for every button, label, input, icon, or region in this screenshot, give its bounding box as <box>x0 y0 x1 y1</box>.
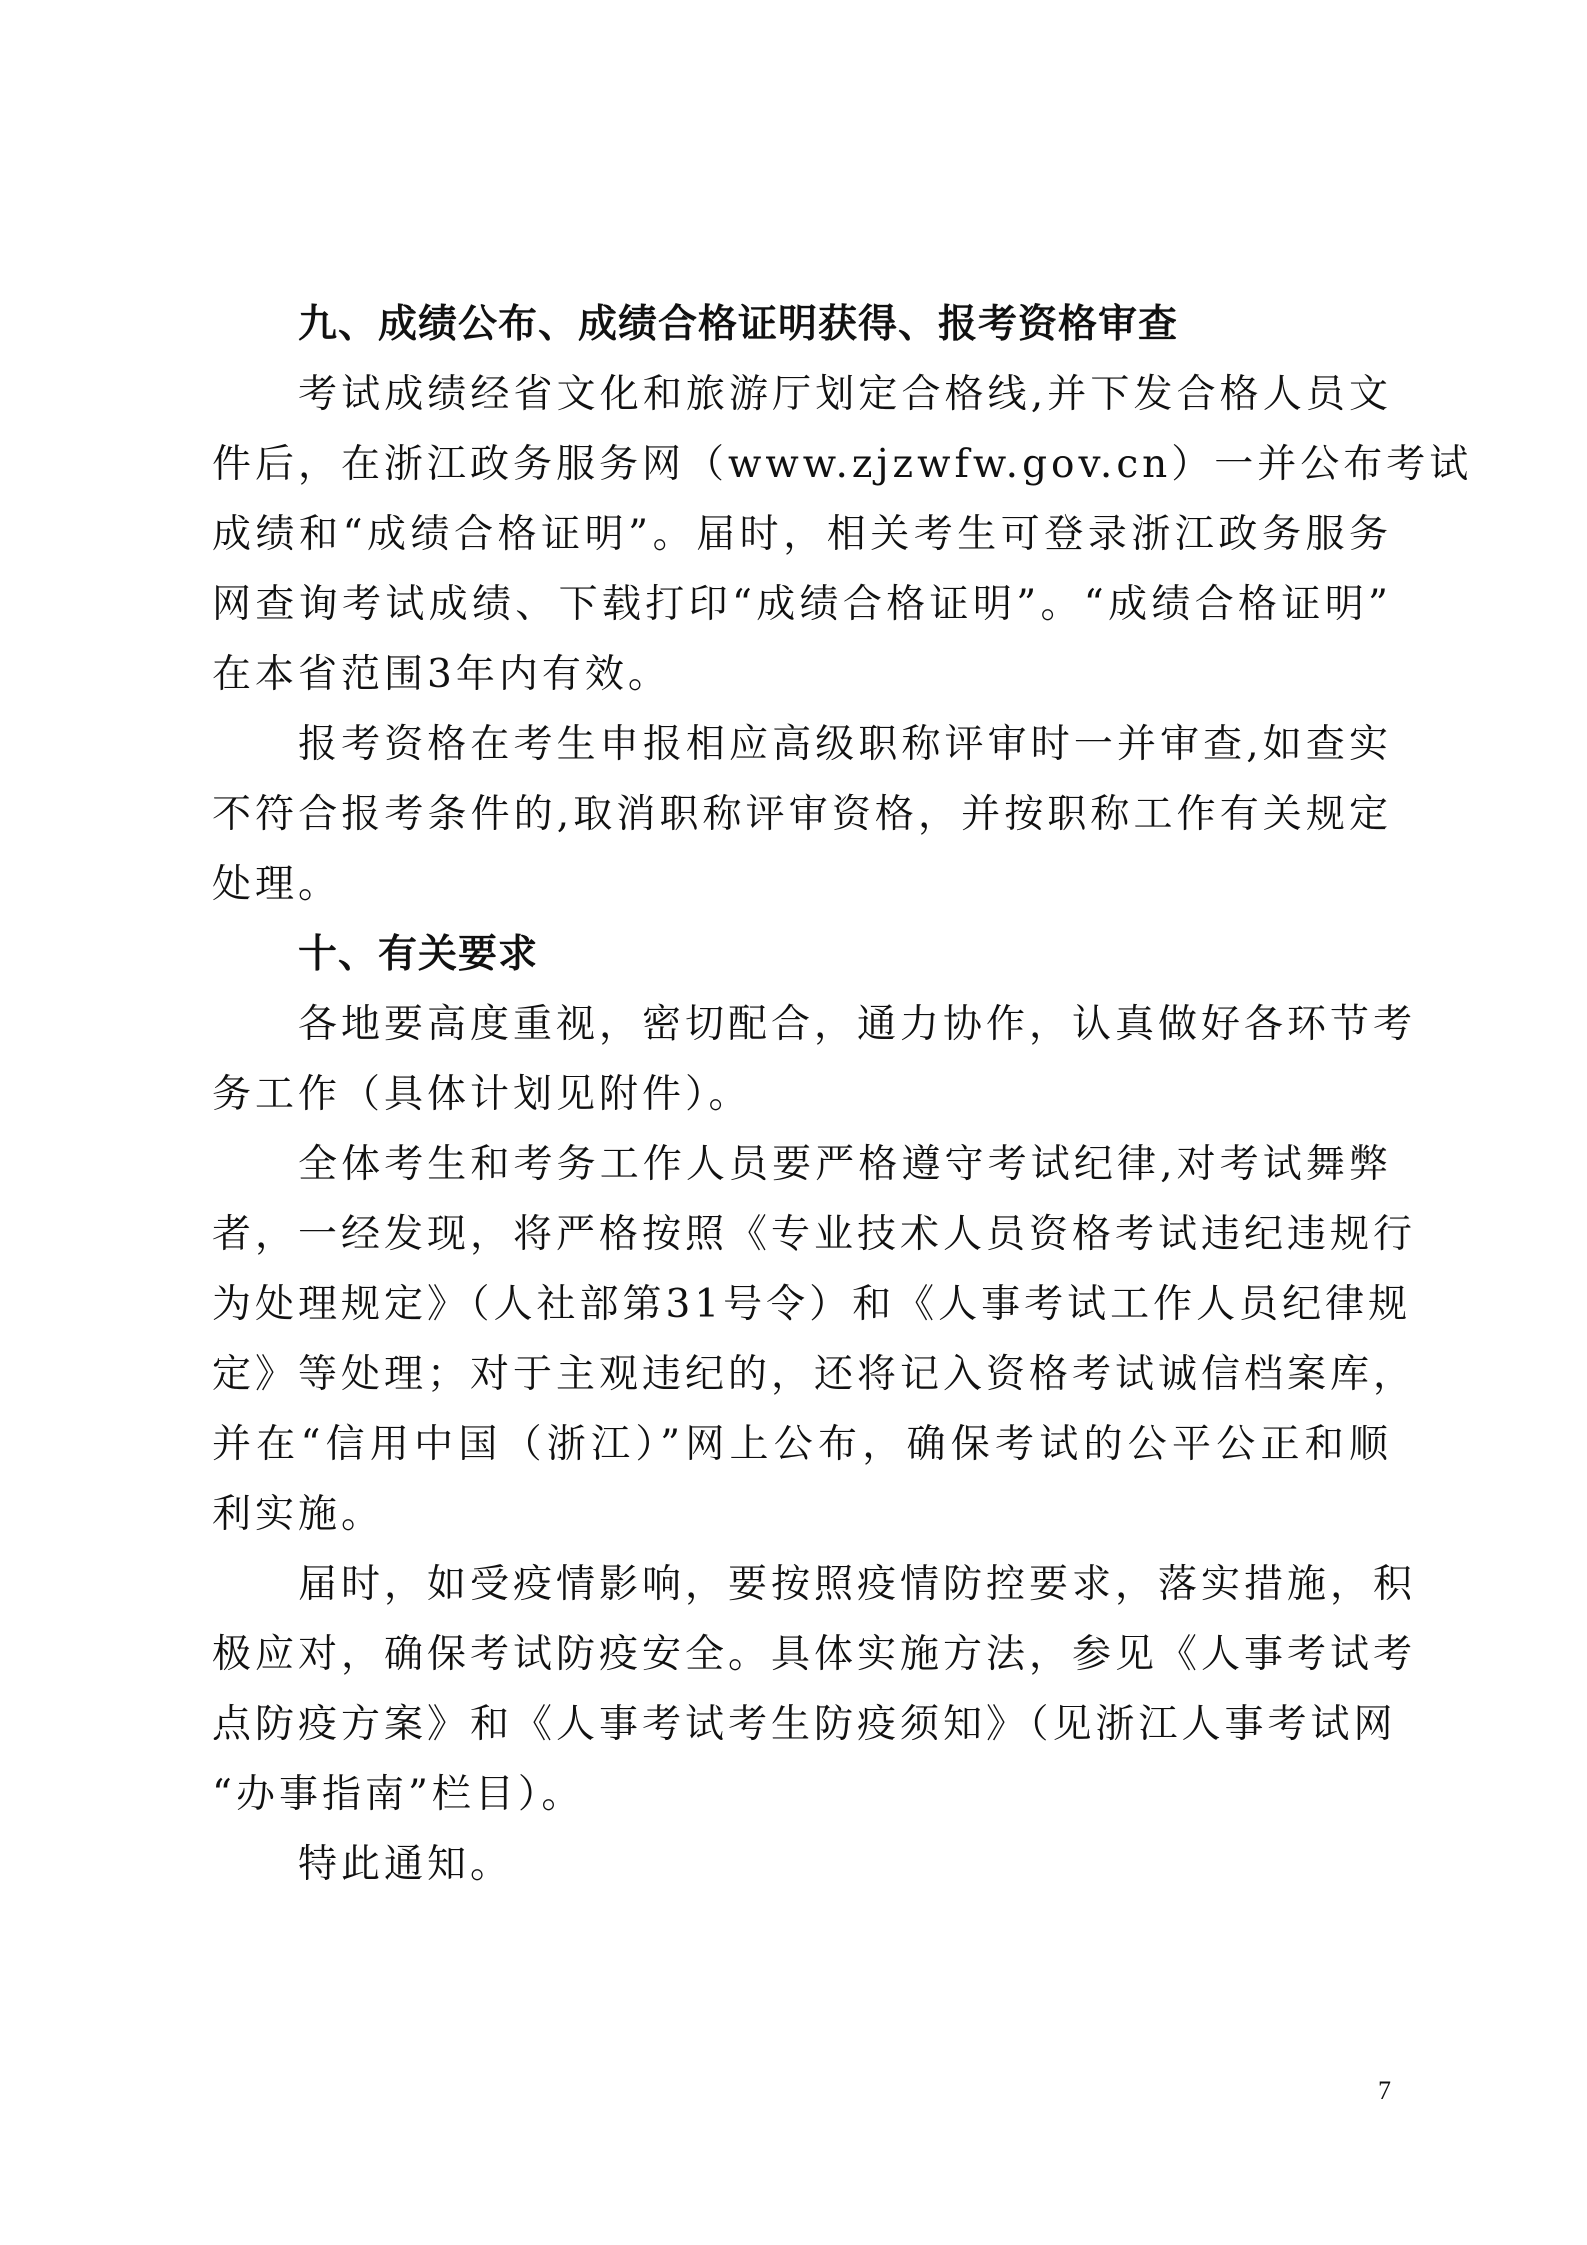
text-line: 极应对，确保考试防疫安全。具体实施方法，参见《人事考试考 <box>212 1632 1417 1677</box>
text-line: “办事指南”栏目）。 <box>212 1772 585 1817</box>
text-line: 者，一经发现，将严格按照《专业技术人员资格考试违纪违规行 <box>212 1212 1417 1257</box>
text-line: 件后，在浙江政务服务网（www.zjzwfw.gov.cn）一并公布考试 <box>212 442 1473 487</box>
section-10-heading: 十、有关要求 <box>298 932 539 977</box>
text-line: 特此通知。 <box>298 1842 514 1887</box>
text-line: 定》等处理；对于主观违纪的，还将记入资格考试诚信档案库， <box>212 1352 1417 1397</box>
document-body <box>212 290 1473 1900</box>
text-line: 网查询考试成绩、下载打印“成绩合格证明”。“成绩合格证明” <box>212 582 1392 627</box>
text-line: 报考资格在考生申报相应高级职称评审时一并审查,如查实 <box>298 722 1392 767</box>
text-line: 并在“信用中国（浙江）”网上公布，确保考试的公平公正和顺 <box>212 1422 1392 1467</box>
section-10-closing <box>212 1830 1392 1900</box>
text-line: 考试成绩经省文化和旅游厅划定合格线,并下发合格人员文 <box>298 372 1392 417</box>
section-10-paragraph-3 <box>212 1550 1417 1830</box>
text-line: 届时，如受疫情影响，要按照疫情防控要求，落实措施，积 <box>298 1562 1417 1607</box>
section-9-paragraph-2 <box>212 710 1392 920</box>
text-line: 成绩和“成绩合格证明”。届时，相关考生可登录浙江政务服务 <box>212 512 1392 557</box>
text-line: 不符合报考条件的,取消职称评审资格，并按职称工作有关规定 <box>212 792 1392 837</box>
text-line: 为处理规定》（人社部第31号令）和《人事考试工作人员纪律规 <box>212 1282 1412 1327</box>
text-line: 利实施。 <box>212 1492 385 1537</box>
section-10-paragraph-2 <box>212 1130 1417 1550</box>
text-line: 各地要高度重视，密切配合，通力协作，认真做好各环节考 <box>298 1002 1417 1047</box>
text-line: 全体考生和考务工作人员要严格遵守考试纪律,对考试舞弊 <box>298 1142 1392 1187</box>
section-9-heading: 九、成绩公布、成绩合格证明获得、报考资格审查 <box>298 302 1179 347</box>
text-line: 点防疫方案》和《人事考试考生防疫须知》（见浙江人事考试网 <box>212 1702 1397 1747</box>
text-line: 在本省范围3年内有效。 <box>212 652 671 697</box>
section-10-paragraph-1 <box>212 990 1417 1130</box>
text-line: 务工作（具体计划见附件）。 <box>212 1072 752 1117</box>
text-line: 处理。 <box>212 862 342 907</box>
page-number: 7 <box>1378 2076 1391 2105</box>
section-9-paragraph-1 <box>212 360 1473 710</box>
